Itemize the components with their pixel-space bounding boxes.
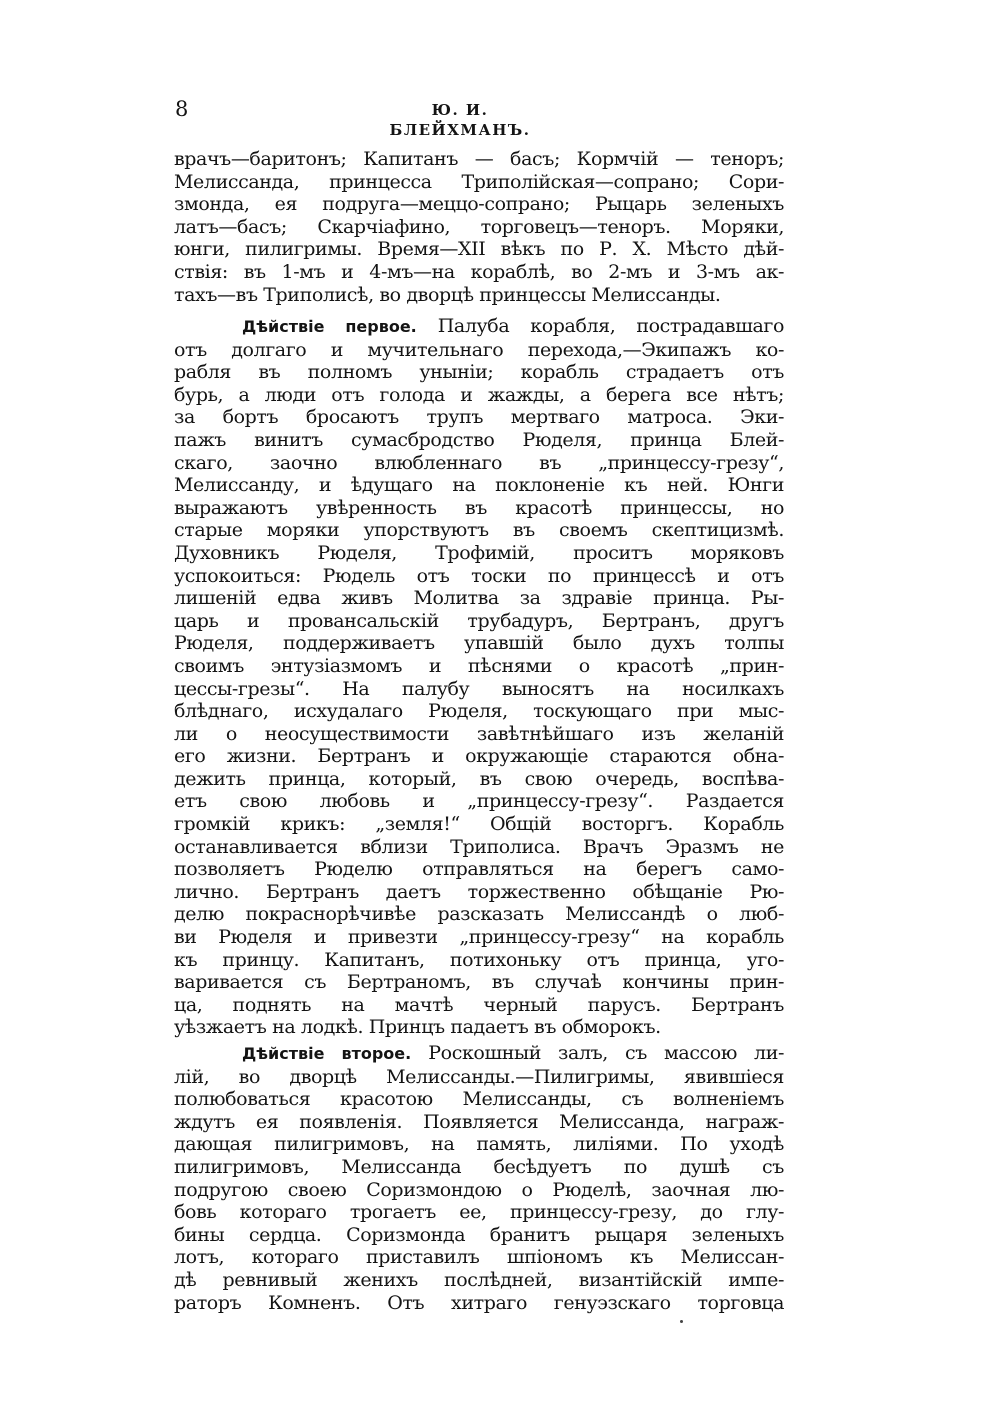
- act-two-heading: Дѣйствіе второе.: [242, 1044, 412, 1063]
- cast-line: Мелиссанда, принцесса Триполійская—сопрано; Сори-: [174, 170, 784, 193]
- act-one-line: Мелиссанду, и ѣдущаго на поклоненіе къ ней. Юнги: [174, 474, 784, 497]
- act-one-first-line: [174, 315, 784, 339]
- act-one-line: рабля въ полномъ унынiи; корабль страдаетъ отъ: [174, 361, 784, 384]
- act-one-line: ви Рюделя и привезти „принцессу-грезу“ на корабль: [174, 926, 784, 949]
- act-one-line: старые моряки упорствуютъ въ своемъ скептицизмѣ.: [174, 519, 784, 542]
- act-one-line: его жизни. Бертранъ и окружающіе стараются обна-: [174, 745, 784, 768]
- cast-line: врачъ—баритонъ; Капитанъ — басъ; Кормчій — теноръ;: [174, 148, 784, 170]
- act-two-first-line: [174, 1042, 784, 1066]
- act-one-line: ца, поднять на мачтѣ черный парусъ. Бертранъ: [174, 993, 784, 1016]
- act-one-line: останавливается вблизи Триполиса. Врачъ Эразмъ не: [174, 835, 784, 858]
- act-one-line: пажъ винитъ сумасбродство Рюделя, принца Блей-: [174, 428, 784, 451]
- act-two-paragraph: [174, 1042, 784, 1314]
- act-two-line: полюбоваться красотою Мелиссанды, съ волненіемъ: [174, 1088, 784, 1111]
- cast-paragraph: [174, 148, 784, 306]
- act-two-first-line-text: Роскошный залъ, съ массою ли-: [428, 1042, 784, 1064]
- cast-line: ствія: въ 1-мъ и 4-мъ—на кораблѣ, во 2-мъ и 3-мъ ак-: [174, 260, 784, 283]
- act-one-first-line-text: Палуба корабля, пострадавшаго: [437, 315, 784, 337]
- act-one-line: царь и провансальскій трубадуръ, Бертранъ, другъ: [174, 609, 784, 632]
- act-one-line: цессы-грезы“. На палубу выносятъ на носилкахъ: [174, 677, 784, 700]
- print-speck: [680, 1320, 683, 1323]
- act-one-line: уѣзжаетъ на лодкѣ. Принцъ падаетъ въ обморокъ.: [174, 1016, 661, 1039]
- act-one-paragraph: [174, 315, 784, 1039]
- act-two-line: ждутъ ея появленія. Появляется Мелиссанда, награж-: [174, 1110, 784, 1133]
- cast-line: змонда, ея подруга—меццо-сопрано; Рыцарь зеленыхъ: [174, 193, 784, 216]
- act-two-line: раторъ Комненъ. Отъ хитраго генуэзскаго торговца: [174, 1291, 784, 1314]
- act-one-line: етъ свою любовь и „принцессу-грезу“. Раздается: [174, 790, 784, 813]
- act-two-line: лій, во дворцѣ Мелиссанды.—Пилигримы, явившіеся: [174, 1065, 784, 1088]
- act-one-line: лишеній едва живъ Молитва за здравіе принца. Ры-: [174, 587, 784, 610]
- act-one-line: делю покраснорѣчивѣе разсказать Мелиссандѣ о люб-: [174, 903, 784, 926]
- cast-line: юнги, пилигримы. Время—XII вѣкъ по Р. Х. Мѣсто дѣй-: [174, 238, 784, 261]
- act-one-line: успокоиться: Рюдель отъ тоски по принцессѣ и отъ: [174, 564, 784, 587]
- act-two-line: дѣ ревнивый женихъ послѣдней, византійскій импе-: [174, 1268, 784, 1291]
- act-one-line: своимъ энтузіазмомъ и пѣснями о красотѣ „прин-: [174, 654, 784, 677]
- act-two-line: бовь котораго трогаетъ ее, принцессу-грезу, до глу-: [174, 1201, 784, 1224]
- act-one-line: выражаютъ увѣренность въ красотѣ принцессы, но: [174, 496, 784, 519]
- act-one-line: Духовникъ Рюделя, Трофимій, проситъ моряковъ: [174, 541, 784, 564]
- act-two-line: бины сердца. Соризмонда бранитъ рыцаря зеленыхъ: [174, 1223, 784, 1246]
- act-one-line: громкій крикъ: „земля!“ Общій восторгъ. Корабль: [174, 813, 784, 836]
- cast-line: тахъ—въ Триполисѣ, во дворцѣ принцессы Мелиссанды.: [174, 283, 721, 306]
- act-two-line: дающая пилигримовъ, на память, лиліями. По уходѣ: [174, 1133, 784, 1156]
- act-one-line: Рюделя, поддерживаетъ упавшій было духъ толпы: [174, 632, 784, 655]
- act-one-heading: Дѣйствіе первое.: [242, 317, 417, 336]
- act-two-line: лотъ, котораго приставилъ шпіономъ къ Мелиссан-: [174, 1246, 784, 1269]
- act-one-line: бурь, а люди отъ голода и жажды, а берега все нѣтъ;: [174, 383, 784, 406]
- act-one-line: за бортъ бросаютъ трупъ мертваго матроса. Эки-: [174, 406, 784, 429]
- act-one-line: къ принцу. Капитанъ, потихоньку отъ принца, уго-: [174, 948, 784, 971]
- act-one-line: ли о неосуществимости завѣтнѣйшаго изъ желаній: [174, 722, 784, 745]
- act-one-line: скаго, заочно влюбленнаго въ „принцессу-грезу“,: [174, 451, 784, 474]
- act-two-line: подругою своею Соризмондою о Рюделѣ, заочная лю-: [174, 1178, 784, 1201]
- cast-line: латъ—басъ; Скарчіафино, торговецъ—теноръ. Моряки,: [174, 215, 784, 238]
- act-one-line: дежить принца, который, въ свою очередь, воспѣва-: [174, 767, 784, 790]
- act-two-line: пилигримовъ, Мелиссанда бесѣдуетъ по душѣ съ: [174, 1155, 784, 1178]
- page-number: 8: [175, 97, 189, 121]
- act-one-line: позволяетъ Рюделю отправляться на берегъ само-: [174, 858, 784, 881]
- act-one-line: отъ долгаго и мучительнаго перехода,—Экипажъ ко-: [174, 338, 784, 361]
- act-one-line: лично. Бертранъ даетъ торжественно обѣщаніе Рю-: [174, 880, 784, 903]
- running-head: Ю. И. БЛЕЙХМАНЪ.: [389, 101, 531, 139]
- act-one-line: блѣднаго, исхудалаго Рюделя, тоскующаго при мыс-: [174, 700, 784, 723]
- act-one-line: варивается съ Бертраномъ, въ случаѣ кончины прин-: [174, 971, 784, 994]
